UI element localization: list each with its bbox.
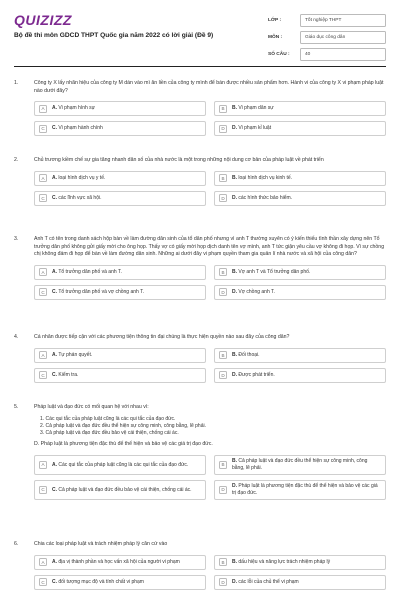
option-c[interactable] — [34, 368, 206, 383]
option-a[interactable] — [34, 265, 206, 280]
option-prefix: A. — [52, 351, 57, 358]
option-label: Kiểm tra. — [58, 371, 79, 378]
option-a[interactable] — [34, 348, 206, 363]
option-prefix: A. — [52, 461, 57, 468]
question-text: Công ty X lấy nhãn hiệu của công ty M dán vào mì ăn liền của công ty mình để bán được nhiều sản phẩm hơn. Hành vi của công ty X vi phạm pháp luật nào dưới đây? — [34, 80, 384, 94]
question-number: 1. — [14, 80, 19, 86]
option-prefix: C. — [52, 486, 57, 493]
option-letter-box: A — [39, 558, 47, 566]
option-letter-box: C — [39, 578, 47, 586]
question-3 — [14, 236, 386, 300]
meta-row-count — [268, 46, 386, 62]
statement-item: 1. Các qui tắc của pháp luật cũng là các qui tắc của đạo đức. — [40, 415, 176, 422]
option-prefix: B. — [232, 558, 237, 565]
option-a[interactable] — [34, 171, 206, 186]
option-letter-box: C — [39, 125, 47, 133]
statement-list — [40, 416, 386, 438]
answer-options — [34, 555, 386, 590]
option-prefix: C. — [52, 371, 57, 378]
meta-row-class — [268, 12, 386, 28]
option-label: Vợ chồng anh T. — [238, 288, 275, 295]
question-number: 3. — [14, 236, 19, 242]
quizizz-logo: QUIZIZZ — [14, 12, 72, 28]
meta-key: MÔN : — [268, 34, 283, 40]
option-prefix: C. — [52, 288, 57, 295]
option-prefix: C. — [52, 578, 57, 585]
option-c[interactable] — [34, 480, 206, 500]
option-b[interactable] — [214, 348, 386, 363]
option-letter-box: D — [219, 125, 227, 133]
option-prefix: B. — [232, 105, 237, 112]
meta-row-subject — [268, 29, 386, 45]
option-prefix: A. — [52, 558, 57, 565]
option-label: đối tượng mục độ và tính chất vi phạm — [58, 578, 144, 585]
option-prefix: B. — [232, 174, 237, 181]
question-text: Chia các loại pháp luật và trách nhiệm pháp lý căn cứ vào — [34, 541, 168, 547]
question-number: 2. — [14, 157, 19, 163]
option-label: loại hình dịch vụ y tế. — [58, 174, 106, 181]
option-letter-box: A — [39, 351, 47, 359]
option-b[interactable] — [214, 455, 386, 475]
option-label: loại hình dịch vụ kinh tế. — [238, 174, 293, 181]
option-letter-box: D — [219, 371, 227, 379]
option-letter-box: B — [219, 461, 227, 469]
option-a[interactable] — [34, 555, 206, 570]
option-d[interactable] — [214, 285, 386, 300]
option-prefix: C. — [52, 194, 57, 201]
option-label: Cả pháp luật và đạo đức đều thể hiện sự công minh, công bằng, lẽ phải. — [232, 458, 368, 471]
option-prefix: B. — [232, 351, 237, 358]
option-prefix: D. — [232, 371, 237, 378]
option-label: các hình thức bảo hiểm. — [238, 194, 293, 201]
question-number: 6. — [14, 541, 19, 547]
option-a[interactable] — [34, 101, 206, 116]
option-prefix: D. — [232, 125, 237, 132]
question-5 — [14, 404, 386, 500]
question-text: Anh T có tên trong danh sách hộp bàn về làm đường dân sinh của tổ dân phố nhưng vì anh T thường xuyên có ý kiến thiếu tình thần xây dựng nên Tổ trưởng dân phố không gửi giấy mời cho ông họp. Thấy vợ có giấy mời họp dịch danh tên vợ mình, anh T tức giận yêu cầu vợ không đi họp. Vì sự chồng chị không đám đi họp để bàn về làm đường dân sinh. Những ai dưới đây vi phạm quyền tham gia quản lí nhà nước và xã hội của công dân? — [34, 236, 385, 258]
question-text: Chủ trương kiềm chế sự gia tăng nhanh dân số của nhà nước là một trong những nội dung cơ bản của pháp luật về phát triển — [34, 157, 324, 163]
option-label: Tự phán quyết. — [58, 351, 93, 358]
option-prefix: C. — [52, 125, 57, 132]
meta-key: SỐ CÂU : — [268, 51, 290, 57]
answer-options — [34, 101, 386, 136]
question-number: 5. — [14, 404, 19, 410]
option-label: Vi phạm hành chính — [58, 125, 103, 132]
option-prefix: A. — [52, 268, 57, 275]
option-b[interactable] — [214, 171, 386, 186]
meta-count-field[interactable]: 40 — [300, 48, 386, 61]
option-c[interactable] — [34, 191, 206, 206]
answer-options — [34, 348, 386, 383]
option-a[interactable] — [34, 455, 206, 475]
option-letter-box: B — [219, 351, 227, 359]
option-label: dấu hiệu và năng lực trách nhiệm pháp lý — [238, 558, 331, 565]
option-letter-box: B — [219, 174, 227, 182]
option-prefix: D. — [232, 194, 237, 201]
option-d[interactable] — [214, 191, 386, 206]
option-letter-box: C — [39, 486, 47, 494]
answer-options — [34, 455, 386, 500]
statement-item: 2. Cả pháp luật và đạo đức đều thể hiện sự công minh, công bằng, lẽ phải. — [40, 422, 206, 429]
option-letter-box: C — [39, 194, 47, 202]
option-label: Pháp luật là phương tiện đặc thù để thể hiện và bảo vệ các giá trị đạo đức. — [232, 483, 378, 496]
meta-class-field[interactable]: Tốt nghiệp THPT — [300, 14, 386, 27]
meta-key: LỚP : — [268, 17, 282, 23]
question-number: 4. — [14, 334, 19, 340]
option-d[interactable] — [214, 480, 386, 500]
option-c[interactable] — [34, 121, 206, 136]
option-label: Vợ anh T và Tổ trưởng dân phố. — [238, 268, 311, 275]
option-prefix: B. — [232, 268, 237, 275]
question-text: Pháp luật và đạo đức có mối quan hệ với nhau vì: — [34, 404, 149, 410]
option-prefix: D. — [232, 483, 237, 490]
option-label: Vi phạm dân sự — [238, 105, 274, 112]
page-title: Bộ đề thi môn GDCD THPT Quốc gia năm 2022 có lời giải (Đề 9) — [14, 32, 214, 39]
statement-extra: D. Pháp luật là phương tiện đặc thù để thể hiện và bảo vệ các giá trị đạo đức. — [34, 441, 213, 448]
option-letter-box: B — [219, 268, 227, 276]
option-label: các lĩnh vực xã hội. — [58, 194, 102, 201]
question-4 — [14, 334, 386, 383]
option-letter-box: A — [39, 268, 47, 276]
option-d[interactable] — [214, 575, 386, 590]
option-letter-box: D — [219, 486, 227, 494]
question-text: Cá nhân được tiếp cận với các phương tiện thông tin đại chúng là thực hiện quyền nào sau đây của công dân? — [34, 334, 290, 340]
meta-subject-field[interactable]: Giáo dục công dân — [300, 31, 386, 44]
option-label: Vi phạm kỉ luật — [238, 125, 272, 132]
option-letter-box: D — [219, 194, 227, 202]
option-letter-box: A — [39, 105, 47, 113]
option-prefix: A. — [52, 174, 57, 181]
option-letter-box: B — [219, 105, 227, 113]
option-c[interactable] — [34, 575, 206, 590]
option-label: các lỗi của chủ thể vi phạm — [238, 578, 299, 585]
option-letter-box: C — [39, 371, 47, 379]
option-b[interactable] — [214, 265, 386, 280]
header-divider — [14, 66, 386, 67]
option-b[interactable] — [214, 555, 386, 570]
option-label: Cả pháp luật và đạo đức đều bảo vệ cái thiện, chống cái ác. — [58, 486, 192, 493]
option-label: Được phát triển. — [238, 371, 275, 378]
option-d[interactable] — [214, 368, 386, 383]
option-prefix: B. — [232, 458, 237, 465]
meta-panel — [268, 12, 386, 63]
option-letter-box: A — [39, 461, 47, 469]
option-label: Tổ trưởng dân phố và vợ chồng anh T. — [58, 288, 145, 295]
option-prefix: A. — [52, 105, 57, 112]
option-label: Đối thoại. — [238, 351, 260, 358]
option-label: Vi phạm hình sự — [58, 105, 95, 112]
option-label: địa vị thành phần và học vấn xã hội của người vi phạm — [58, 558, 180, 565]
statement-item: 3. Cả pháp luật và đạo đức đều bảo vệ cái thiện, chống cái ác. — [40, 430, 179, 436]
option-prefix: D. — [232, 288, 237, 295]
option-letter-box: D — [219, 288, 227, 296]
option-d[interactable] — [214, 121, 386, 136]
option-letter-box: A — [39, 174, 47, 182]
answer-options — [34, 171, 386, 206]
answer-options — [34, 265, 386, 300]
question-2 — [14, 157, 386, 206]
option-label: Tổ trưởng dân phố và anh T. — [58, 268, 122, 275]
option-c[interactable] — [34, 285, 206, 300]
question-6 — [14, 541, 386, 590]
question-1 — [14, 80, 386, 136]
option-letter-box: B — [219, 558, 227, 566]
option-b[interactable] — [214, 101, 386, 116]
option-label: Các qui tắc của pháp luật cũng là các qui tắc của đạo đức. — [58, 461, 189, 468]
option-letter-box: D — [219, 578, 227, 586]
option-letter-box: C — [39, 288, 47, 296]
option-prefix: D. — [232, 578, 237, 585]
